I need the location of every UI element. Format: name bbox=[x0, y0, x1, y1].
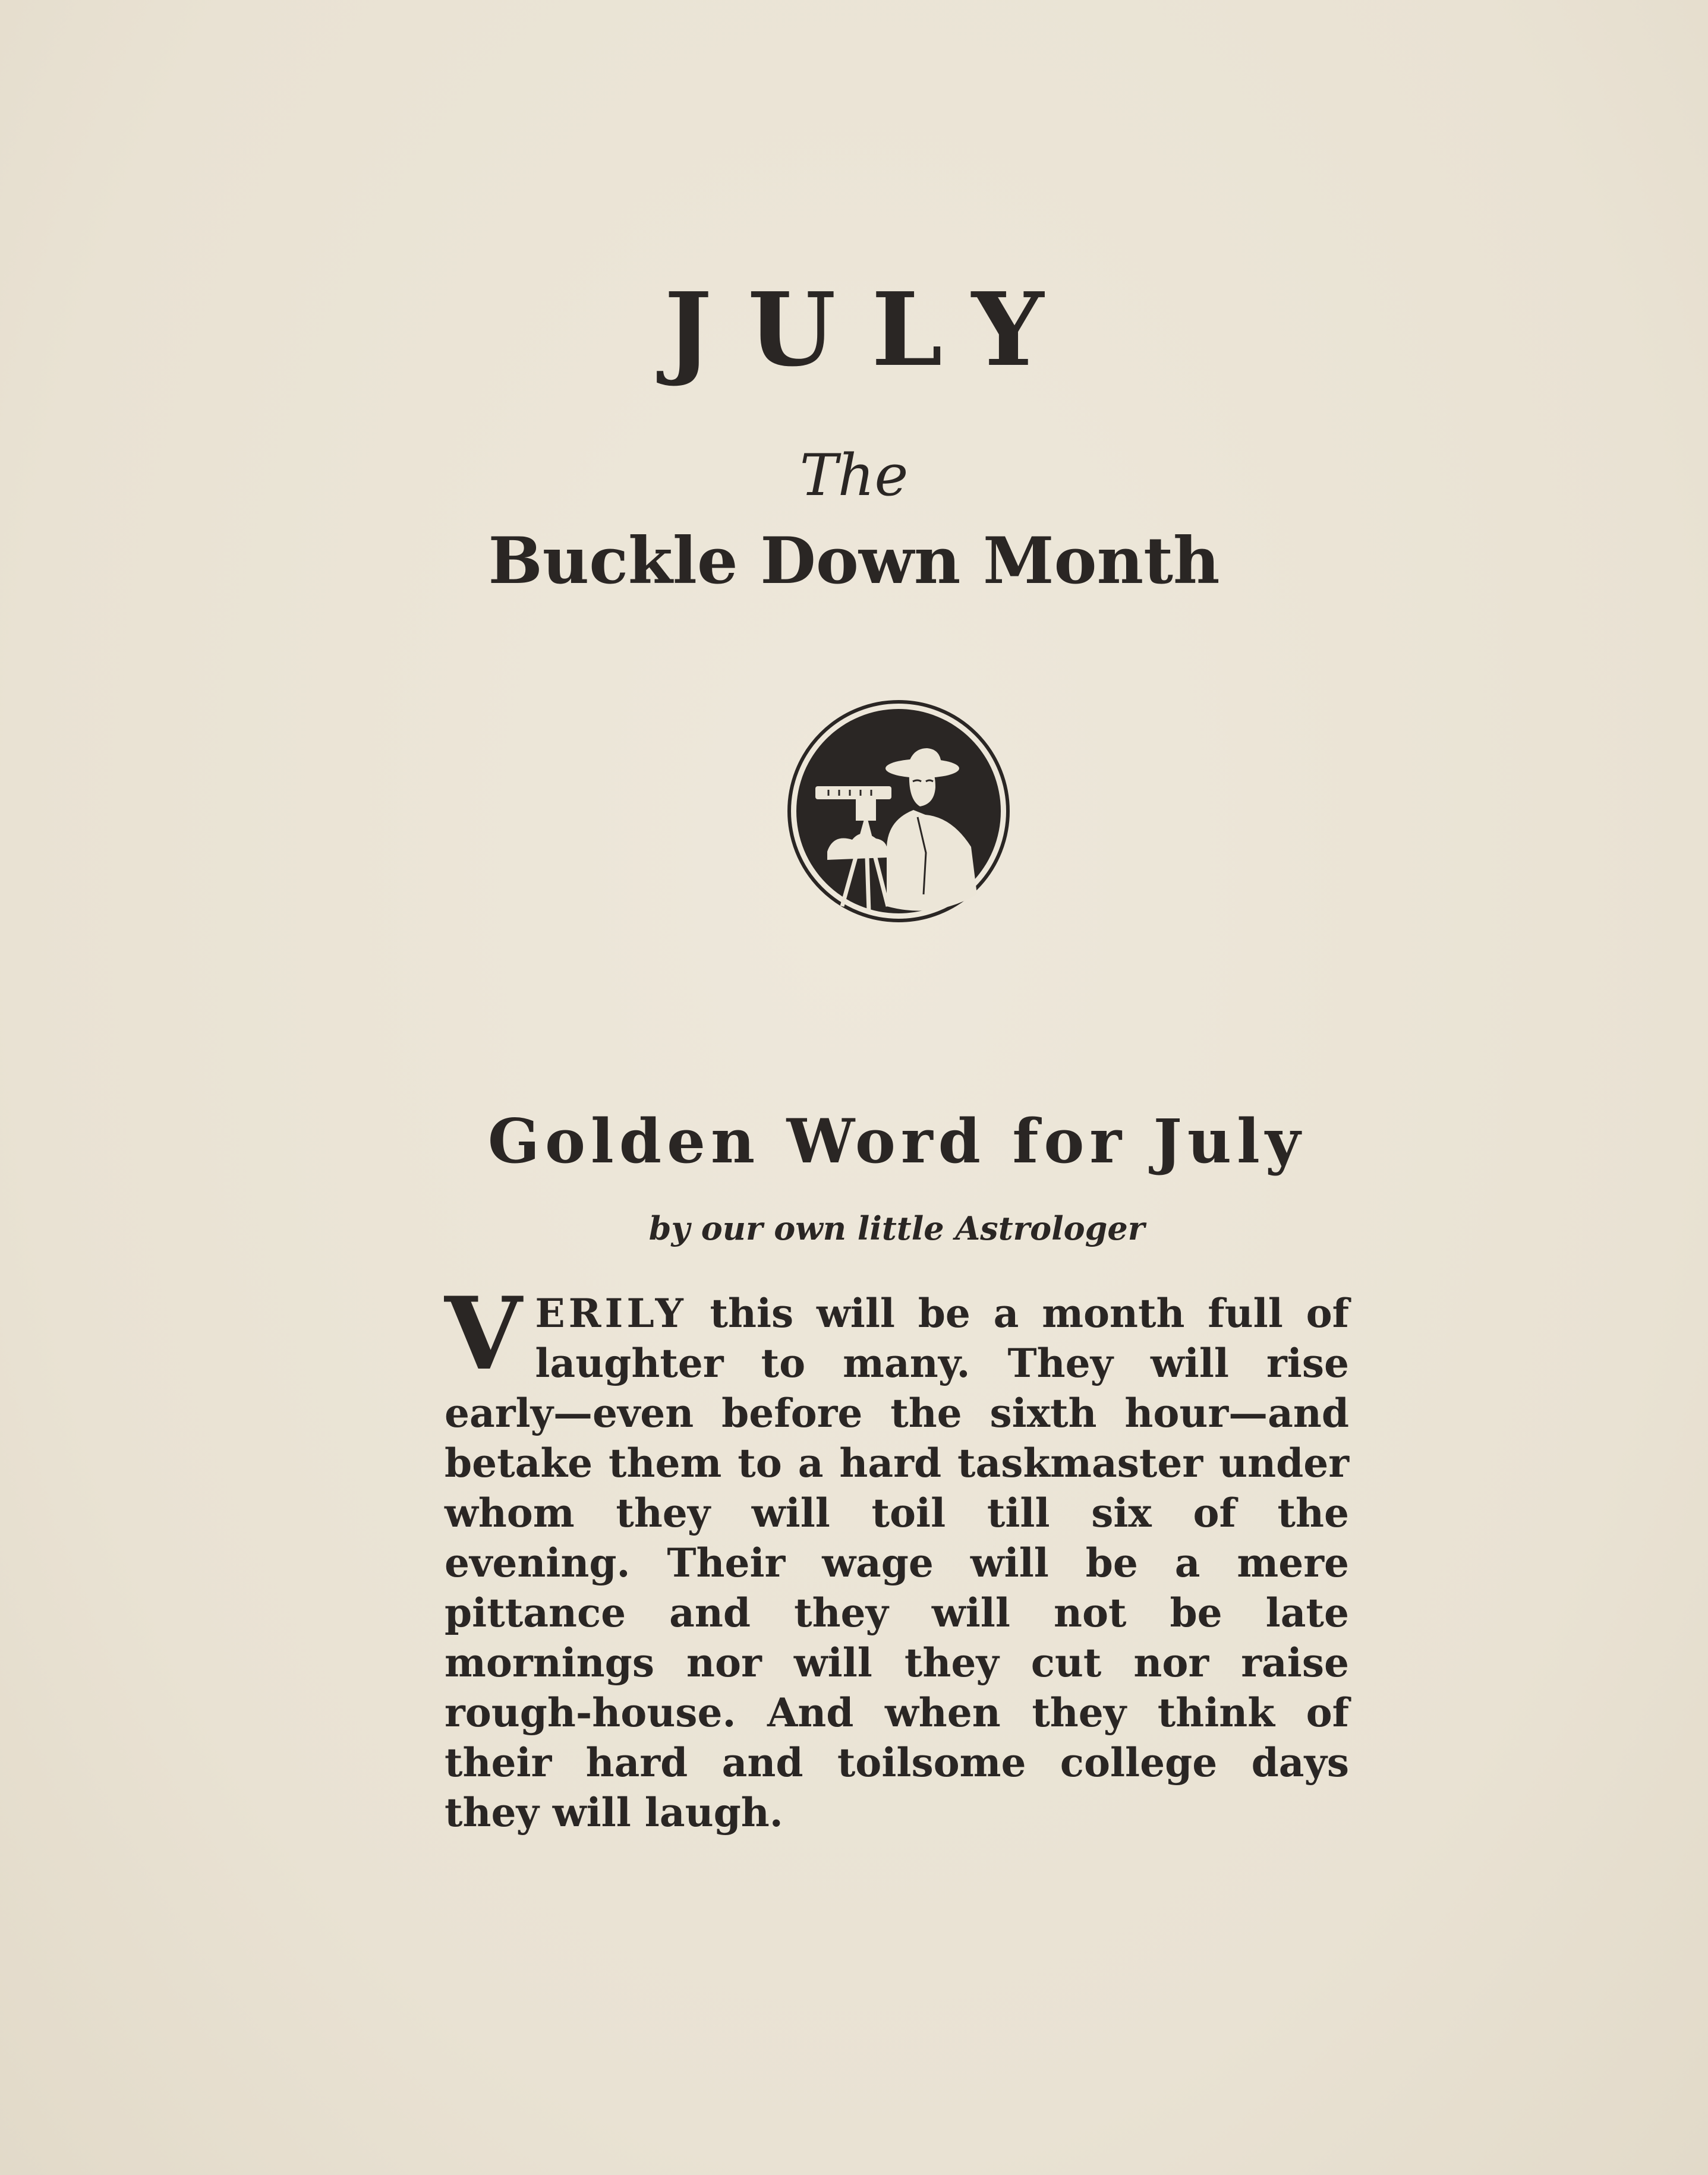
subtitle-article: The bbox=[799, 442, 909, 509]
section-heading: Golden Word for July bbox=[487, 1106, 1306, 1177]
page-title: JULY bbox=[664, 270, 1080, 389]
body-paragraph bbox=[445, 1275, 1349, 1837]
drop-cap: V bbox=[445, 1275, 522, 1392]
body-text: this will be a month full of laughter to many. They will rise early—even before the sixth hour—and betake them to a hard taskmaster under whom they will toil till six of the evening. Their wage will be a mere pittance and they will not be late mornings nor will they cut nor raise rough-house. And when they think of their hard and toilsome college days they will laugh. bbox=[445, 1290, 1349, 1836]
lead-word: ERILY bbox=[535, 1290, 687, 1336]
byline: by our own little Astrologer bbox=[648, 1209, 1145, 1247]
page-subtitle: Buckle Down Month bbox=[488, 524, 1220, 598]
surveyor-with-transit-emblem bbox=[786, 698, 1011, 924]
